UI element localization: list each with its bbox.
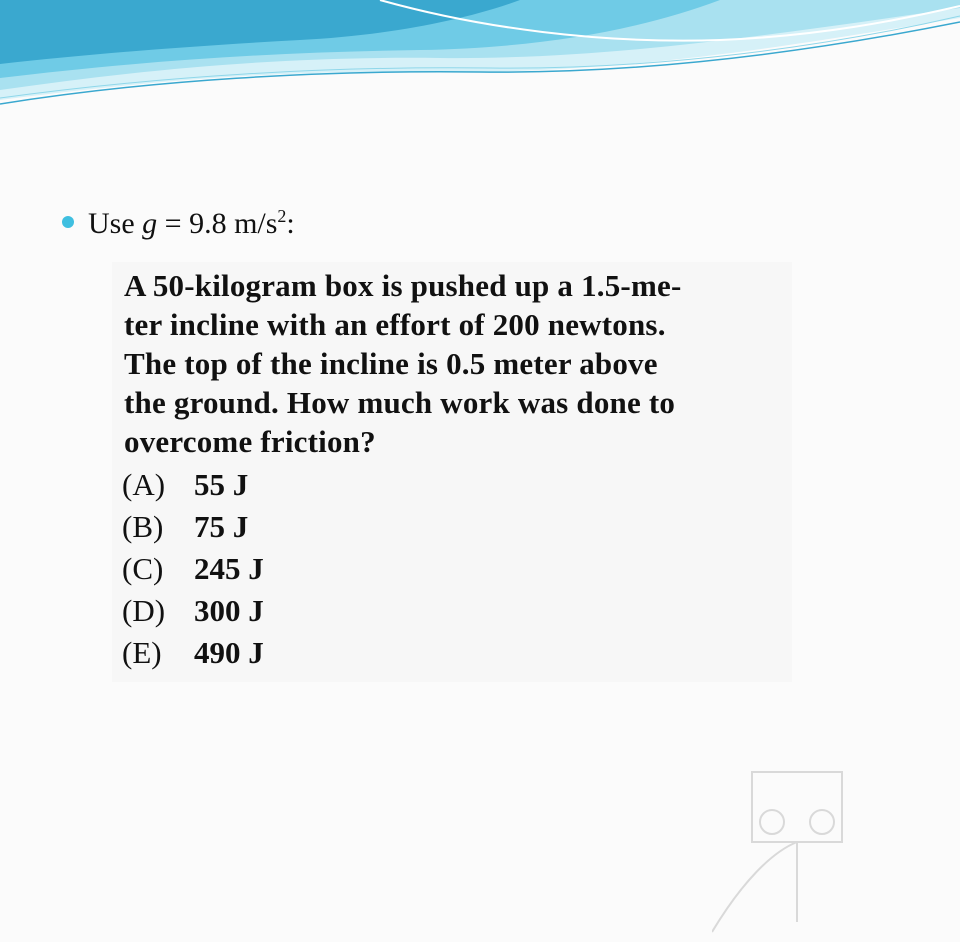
answer-choice-a	[122, 464, 264, 506]
bullet-suffix: :	[286, 207, 295, 240]
bullet-dot-icon	[62, 216, 74, 228]
bullet-exponent: 2	[277, 206, 287, 226]
bullet-instruction	[62, 206, 295, 241]
answer-choice-e	[122, 632, 264, 674]
choice-value: 245 J	[194, 551, 264, 586]
gravity-variable: g	[142, 207, 158, 240]
scanned-question-image	[112, 262, 792, 682]
answer-choice-b	[122, 506, 264, 548]
bullet-prefix: Use	[88, 207, 143, 240]
choice-label: (D)	[122, 593, 166, 628]
choice-value: 75 J	[194, 509, 249, 544]
choice-label: (B)	[122, 509, 164, 544]
question-line: the ground. How much work was done to	[124, 385, 676, 420]
choice-label: (A)	[122, 467, 166, 502]
question-line: The top of the incline is 0.5 meter above	[124, 346, 658, 381]
bullet-equation: = 9.8 m/s	[157, 207, 278, 240]
choice-label: (C)	[122, 551, 164, 586]
answer-choice-c	[122, 548, 264, 590]
faint-background-diagram	[712, 732, 882, 942]
question-line: overcome friction?	[124, 424, 376, 459]
choice-label: (E)	[122, 635, 162, 670]
question-line: ter incline with an effort of 200 newtons.	[124, 307, 666, 342]
choice-value: 55 J	[194, 467, 249, 502]
question-text	[124, 266, 784, 461]
answer-choice-d	[122, 590, 264, 632]
choice-value: 300 J	[194, 593, 264, 628]
choice-value: 490 J	[194, 635, 264, 670]
question-line: A 50-kilogram box is pushed up a 1.5-me-	[124, 268, 682, 303]
header-wave-decoration	[0, 0, 960, 120]
answer-choices	[122, 464, 264, 674]
